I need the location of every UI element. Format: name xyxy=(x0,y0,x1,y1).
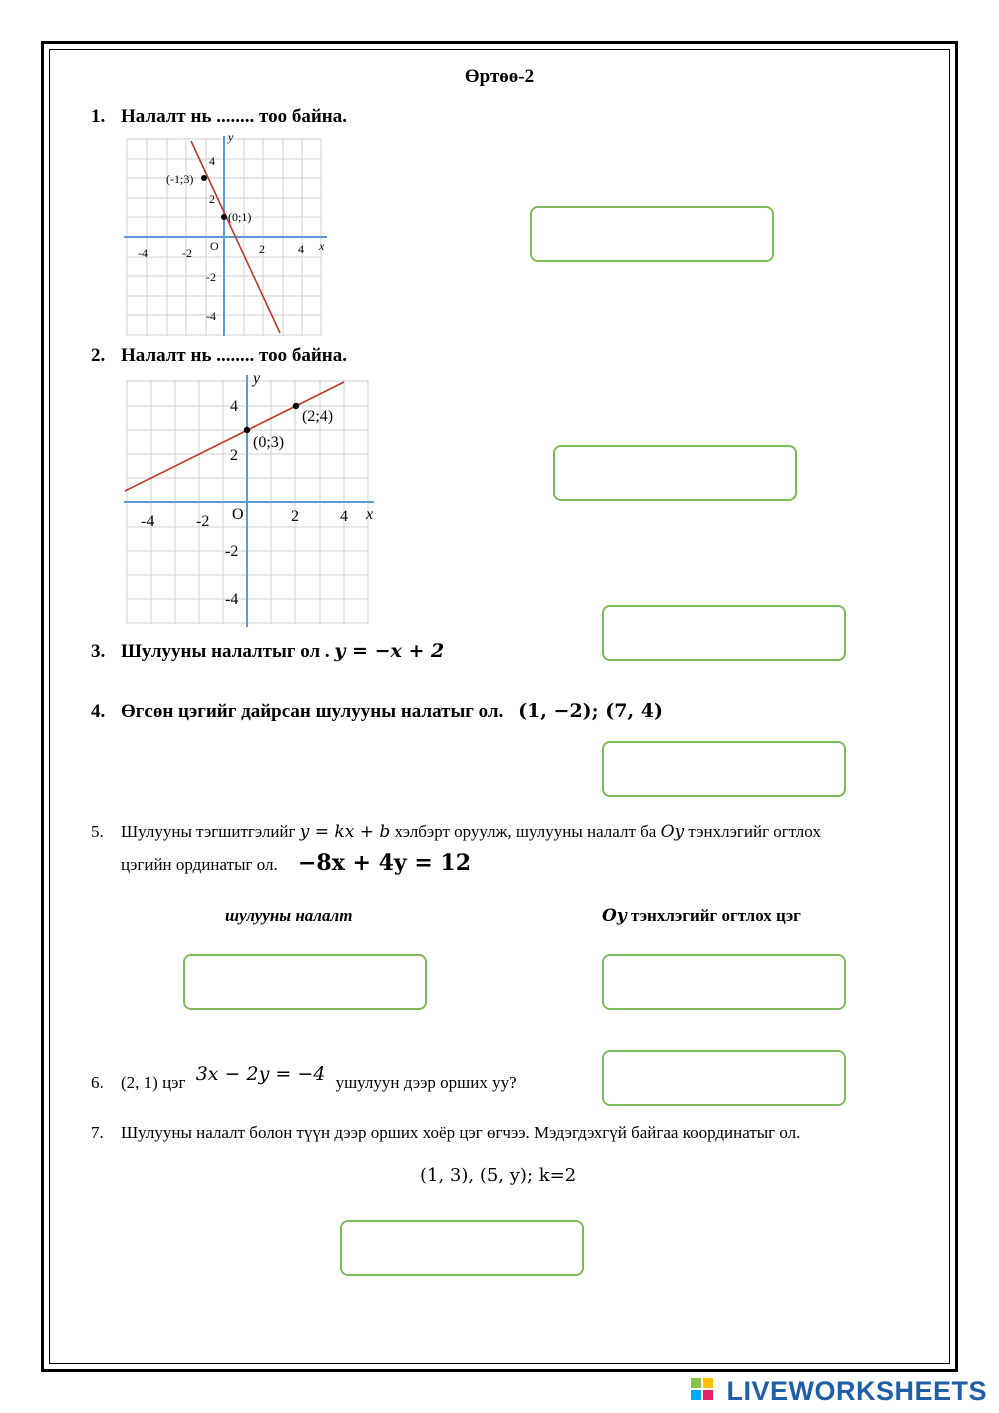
brand-wordmark: LIVEWORKSHEETS xyxy=(726,1376,987,1406)
point-label: (0;1) xyxy=(228,210,252,224)
question-6: 6. (2, 1) цэг 3x − 2y = −4 ушулуун дээр орших уу? xyxy=(91,1063,517,1092)
question-5-formula: −8x + 4y = 12 xyxy=(297,850,472,876)
point-marker xyxy=(221,214,227,220)
point-marker xyxy=(293,403,299,409)
question-7: 7. Шулууны налалт болон түүн дээр орших хоёр цэг өгчээ. Мэдэгдэхгүй байгаа координатыг ол. xyxy=(91,1123,801,1142)
point-label: (-1;3) xyxy=(166,172,194,186)
question-2-text: Налалт нь ........ тоо байна. xyxy=(121,345,347,366)
axis-label: y xyxy=(253,370,261,387)
graph-1 xyxy=(122,131,332,339)
origin-label: O xyxy=(232,506,244,523)
answer-box-6[interactable] xyxy=(602,1050,846,1106)
question-1-text: Налалт нь ........ тоо байна. xyxy=(121,106,347,127)
question-4: 4. Өгсөн цэгийг дайрсан шулууны налатыг ол. (1, −2); (7, 4) xyxy=(91,700,663,722)
tick-label: 4 xyxy=(230,398,238,415)
tick-label: -2 xyxy=(196,513,210,530)
tick-label: -4 xyxy=(225,591,239,608)
answer-box-1[interactable] xyxy=(530,206,774,262)
graph-2 xyxy=(122,370,380,627)
question-3-formula: y = −x + 2 xyxy=(334,640,445,662)
tick-label: 2 xyxy=(291,508,299,525)
tick-label: 2 xyxy=(230,447,238,464)
answer-box-2[interactable] xyxy=(553,445,797,501)
answer-box-3[interactable] xyxy=(602,605,846,661)
tick-label: 4 xyxy=(298,242,304,256)
page-title: Өртөө-2 xyxy=(464,66,535,87)
question-4-formula: (1, −2); (7, 4) xyxy=(518,700,663,722)
question-5: 5. Шулууны тэгшитгэлийг y = kx + b хэлбэрт оруулж, шулууны налалт ба Oy тэнхлэгийг огтлох xyxy=(91,822,821,842)
question-2: 2. Налалт нь ........ тоо байна. xyxy=(91,345,347,366)
axis-label: x xyxy=(319,239,325,253)
question-4-text: Өгсөн цэгийг дайрсан шулууны налатыг ол. xyxy=(121,701,504,722)
origin-label: O xyxy=(210,239,219,253)
tick-label: -2 xyxy=(225,543,239,560)
tick-label: -2 xyxy=(206,270,216,284)
axis-label: x xyxy=(366,506,374,523)
tick-label: 2 xyxy=(259,242,265,256)
answer-box-4[interactable] xyxy=(602,741,846,797)
tick-label: -2 xyxy=(182,246,192,260)
answer-box-7[interactable] xyxy=(340,1220,584,1276)
question-3: 3. Шулууны налалтыг ол . y = −x + 2 xyxy=(91,640,445,662)
label-slope: шулууны налалт xyxy=(225,906,353,925)
answer-box-5-intercept[interactable] xyxy=(602,954,846,1010)
answer-box-5-slope[interactable] xyxy=(183,954,427,1010)
point-marker xyxy=(244,427,250,433)
tick-label: 4 xyxy=(340,508,348,525)
question-5-line2: цэгийн ординатыг ол. −8x + 4y = 12 xyxy=(121,850,472,876)
label-intercept: Oy тэнхлэгийг огтлох цэг xyxy=(602,906,801,926)
point-label: (2;4) xyxy=(302,408,334,425)
tick-label: 4 xyxy=(209,154,215,168)
question-6-formula: 3x − 2y = −4 xyxy=(195,1063,326,1085)
question-1: 1. Налалт нь ........ тоо байна. xyxy=(91,106,347,127)
tick-label: -4 xyxy=(141,513,155,530)
liveworksheets-logo-icon xyxy=(691,1378,713,1400)
question-3-text: Шулууны налалтыг ол . xyxy=(121,641,330,662)
tick-label: 2 xyxy=(209,192,215,206)
axis-label: y xyxy=(228,131,234,144)
question-7-formula: (1, 3), (5, y); k=2 xyxy=(420,1165,577,1186)
point-label: (0;3) xyxy=(253,434,285,451)
tick-label: -4 xyxy=(138,246,148,260)
point-marker xyxy=(201,175,207,181)
tick-label: -4 xyxy=(206,309,216,323)
